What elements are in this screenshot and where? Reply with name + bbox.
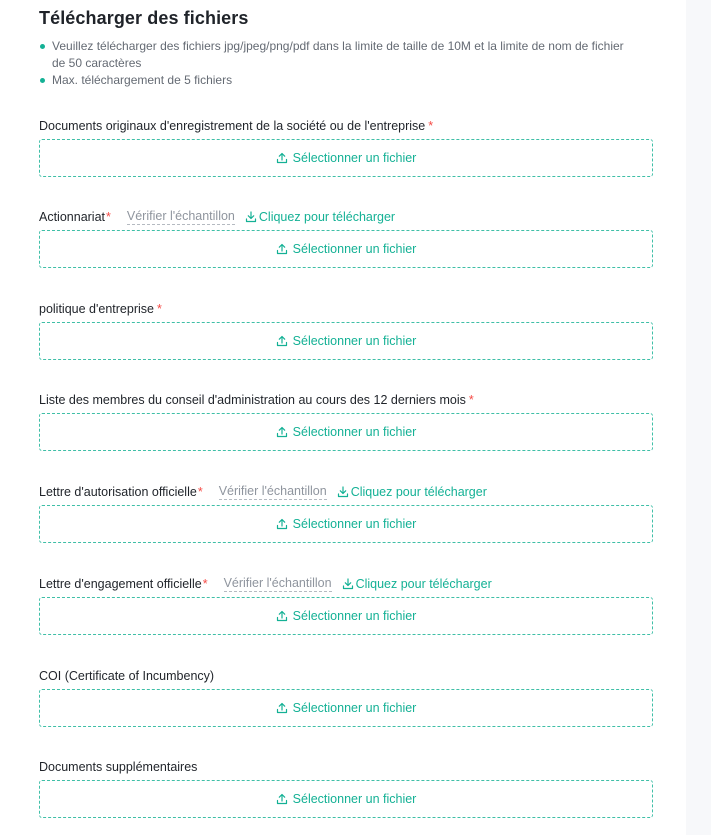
upload-icon xyxy=(276,335,288,347)
required-mark: * xyxy=(106,210,111,224)
field-certificate-of-incumbency xyxy=(39,667,653,727)
page-title: Télécharger des fichiers xyxy=(39,8,249,28)
field-label: Documents supplémentaires xyxy=(39,760,198,774)
verify-sample-link[interactable]: Vérifier l'échantillon xyxy=(223,576,332,590)
note-item xyxy=(39,38,639,71)
field-additional-documents xyxy=(39,758,653,818)
download-icon xyxy=(342,578,354,590)
field-label-row xyxy=(39,667,653,685)
required-mark: * xyxy=(468,393,474,407)
select-file-button[interactable] xyxy=(39,597,653,635)
select-file-label: Sélectionner un fichier xyxy=(292,425,417,439)
field-commitment-letter xyxy=(39,575,653,635)
upload-icon xyxy=(276,152,288,164)
download-icon xyxy=(245,211,257,223)
field-board-members xyxy=(39,391,653,451)
bullet-dot xyxy=(40,78,45,83)
field-label: Documents originaux d'enregistrement de la société ou de l'entreprise xyxy=(39,119,426,133)
download-icon xyxy=(337,486,349,498)
field-label-row xyxy=(39,575,653,593)
field-label-row xyxy=(39,117,653,135)
download-sample-link[interactable] xyxy=(342,577,492,591)
select-file-button[interactable] xyxy=(39,689,653,727)
select-file-label: Sélectionner un fichier xyxy=(292,609,417,623)
select-file-label: Sélectionner un fichier xyxy=(292,517,417,531)
download-sample-label: Cliquez pour télécharger xyxy=(350,485,487,499)
field-authorization-letter xyxy=(39,483,653,543)
upload-icon xyxy=(276,243,288,255)
select-file-button[interactable] xyxy=(39,322,653,360)
select-file-button[interactable] xyxy=(39,413,653,451)
field-label: Actionnariat xyxy=(39,210,106,224)
field-label: politique d'entreprise xyxy=(39,302,154,316)
field-company-policy xyxy=(39,300,653,360)
note-text: Veuillez télécharger des fichiers jpg/jpeg/png/pdf dans la limite de taille de 10M et la limite de nom de fichier de 50 caractères xyxy=(52,39,624,70)
note-item xyxy=(39,72,639,89)
field-label: COI (Certificate of Incumbency) xyxy=(39,669,215,683)
download-sample-link[interactable] xyxy=(245,210,395,224)
download-sample-link[interactable] xyxy=(337,485,487,499)
select-file-label: Sélectionner un fichier xyxy=(292,792,417,806)
select-file-label: Sélectionner un fichier xyxy=(292,151,417,165)
field-company-registration xyxy=(39,117,653,177)
field-label-row xyxy=(39,300,653,318)
required-mark: * xyxy=(156,302,162,316)
bullet-dot xyxy=(40,44,45,49)
required-mark: * xyxy=(428,119,434,133)
field-label: Lettre d'engagement officielle xyxy=(39,577,202,591)
download-sample-label: Cliquez pour télécharger xyxy=(258,210,396,224)
field-label-row xyxy=(39,208,653,226)
verify-sample-link[interactable]: Vérifier l'échantillon xyxy=(218,484,327,498)
upload-icon xyxy=(276,702,288,714)
field-label-row xyxy=(39,391,653,409)
field-label-row xyxy=(39,758,653,776)
field-label-row xyxy=(39,483,653,501)
select-file-button[interactable] xyxy=(39,139,653,177)
field-label: Liste des membres du conseil d'administration au cours des 12 derniers mois xyxy=(39,393,466,407)
select-file-label: Sélectionner un fichier xyxy=(292,334,417,348)
select-file-button[interactable] xyxy=(39,505,653,543)
required-mark: * xyxy=(202,577,208,591)
select-file-button[interactable] xyxy=(39,230,653,268)
select-file-label: Sélectionner un fichier xyxy=(292,701,417,715)
upload-icon xyxy=(276,610,288,622)
field-label: Lettre d'autorisation officielle xyxy=(39,485,197,499)
note-text: Max. téléchargement de 5 fichiers xyxy=(52,73,233,87)
upload-icon xyxy=(276,518,288,530)
download-sample-label: Cliquez pour télécharger xyxy=(355,577,492,591)
select-file-label: Sélectionner un fichier xyxy=(292,242,417,256)
verify-sample-link[interactable]: Vérifier l'échantillon xyxy=(126,209,235,223)
upload-icon xyxy=(276,426,288,438)
upload-notes xyxy=(39,38,639,90)
select-file-button[interactable] xyxy=(39,780,653,818)
required-mark: * xyxy=(197,485,203,499)
upload-icon xyxy=(276,793,288,805)
field-shareholding xyxy=(39,208,653,268)
